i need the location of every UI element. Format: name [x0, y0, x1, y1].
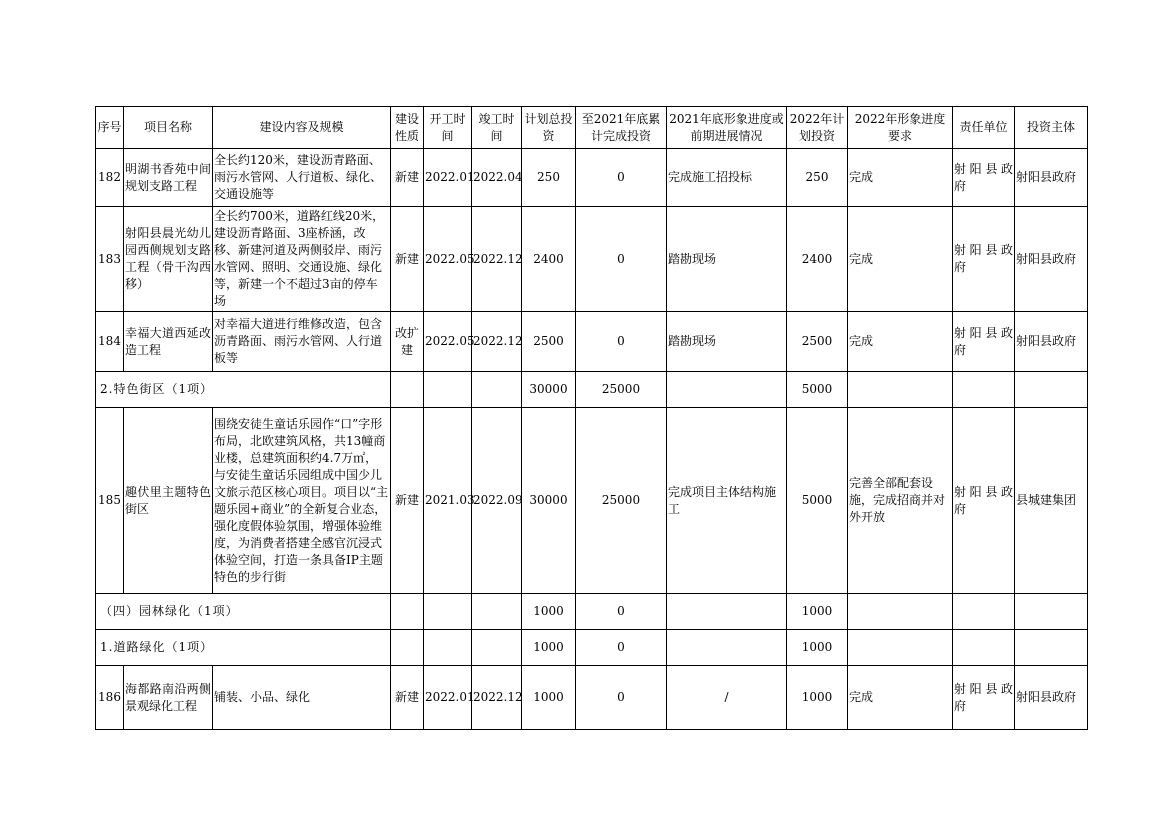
cell-nature: 改扩建 [391, 312, 424, 372]
cell-name: 海都路南沿两侧景观绿化工程 [124, 666, 213, 730]
cell-plan-2022: 2500 [787, 312, 848, 372]
cell-unit: 射阳县政府 [953, 312, 1015, 372]
cell-end: 2022.12 [472, 207, 522, 312]
section-row [96, 372, 1088, 408]
cell-seq: 186 [96, 666, 124, 730]
cell-content: 铺装、小品、绿化 [213, 666, 391, 730]
cell-plan-2022: 1000 [787, 666, 848, 730]
table-row [96, 207, 1088, 312]
section-row [96, 630, 1088, 666]
col-header-name: 项目名称 [124, 107, 213, 149]
cell-progress-2021: 踏勘现场 [667, 207, 787, 312]
section-label: 1.道路绿化（1项） [96, 630, 391, 666]
cell-done-2021: 25000 [576, 372, 667, 408]
cell-plan-2022: 5000 [787, 408, 848, 594]
cell-req-2022: 完成 [848, 149, 953, 207]
cell-start: 2022.05 [424, 207, 472, 312]
cell-end: 2022.09 [472, 408, 522, 594]
cell-nature: 新建 [391, 207, 424, 312]
cell-start: 2022.01 [424, 666, 472, 730]
cell-name: 趣伏里主题特色街区 [124, 408, 213, 594]
cell-end: 2022.12 [472, 312, 522, 372]
cell-content: 全长约700米，道路红线20米，建设沥青路面、3座桥涵，改移、新建河道及两侧驳岸、雨污水管网、照明、交通设施、绿化等，新建一个不超过3亩的停车场 [213, 207, 391, 312]
cell-req-2022: 完善全部配套设施，完成招商并对外开放 [848, 408, 953, 594]
col-header-investor: 投资主体 [1015, 107, 1088, 149]
cell-name: 明湖书香苑中间规划支路工程 [124, 149, 213, 207]
cell-end: 2022.12 [472, 666, 522, 730]
cell-progress-2021: 完成项目主体结构施工 [667, 408, 787, 594]
cell-investor: 射阳县政府 [1015, 666, 1088, 730]
table-row [96, 312, 1088, 372]
cell-investor: 县城建集团 [1015, 408, 1088, 594]
cell-end: 2022.04 [472, 149, 522, 207]
col-header-nature: 建设性质 [391, 107, 424, 149]
cell-name: 射阳县晨光幼儿园西侧规划支路工程（骨干沟西移） [124, 207, 213, 312]
cell-plan-2022: 1000 [787, 630, 848, 666]
section-label: 2.特色街区（1项） [96, 372, 391, 408]
cell-unit: 射阳县政府 [953, 666, 1015, 730]
cell-plan-2022: 2400 [787, 207, 848, 312]
col-header-start: 开工时间 [424, 107, 472, 149]
cell-plan-2022: 250 [787, 149, 848, 207]
col-header-seq: 序号 [96, 107, 124, 149]
cell-investor: 射阳县政府 [1015, 207, 1088, 312]
col-header-req-2022: 2022年形象进度要求 [848, 107, 953, 149]
cell-done-2021: 0 [576, 666, 667, 730]
cell-plan-2022: 5000 [787, 372, 848, 408]
cell-nature: 新建 [391, 666, 424, 730]
cell-req-2022: 完成 [848, 312, 953, 372]
col-header-content: 建设内容及规模 [213, 107, 391, 149]
col-header-end: 竣工时间 [472, 107, 522, 149]
cell-done-2021: 25000 [576, 408, 667, 594]
cell-start: 2022.05 [424, 312, 472, 372]
table-row [96, 408, 1088, 594]
cell-plan-total: 30000 [522, 372, 576, 408]
cell-investor: 射阳县政府 [1015, 312, 1088, 372]
cell-done-2021: 0 [576, 312, 667, 372]
cell-seq: 183 [96, 207, 124, 312]
table-row [96, 149, 1088, 207]
cell-start: 2022.01 [424, 149, 472, 207]
cell-content: 全长约120米，建设沥青路面、雨污水管网、人行道板、绿化、交通设施等 [213, 149, 391, 207]
cell-done-2021: 0 [576, 207, 667, 312]
cell-seq: 182 [96, 149, 124, 207]
cell-done-2021: 0 [576, 630, 667, 666]
col-header-progress-2021: 2021年底形象进度或前期进展情况 [667, 107, 787, 149]
cell-plan-2022: 1000 [787, 594, 848, 630]
cell-progress-2021: / [667, 666, 787, 730]
cell-plan-total: 30000 [522, 408, 576, 594]
cell-plan-total: 1000 [522, 666, 576, 730]
cell-seq: 184 [96, 312, 124, 372]
cell-content: 对幸福大道进行维修改造，包含沥青路面、雨污水管网、人行道板等 [213, 312, 391, 372]
col-header-plan-total: 计划总投资 [522, 107, 576, 149]
section-row [96, 594, 1088, 630]
cell-done-2021: 0 [576, 149, 667, 207]
cell-req-2022: 完成 [848, 207, 953, 312]
section-label: （四）园林绿化（1项） [96, 594, 391, 630]
cell-start: 2021.03 [424, 408, 472, 594]
cell-plan-total: 1000 [522, 630, 576, 666]
cell-nature: 新建 [391, 408, 424, 594]
cell-done-2021: 0 [576, 594, 667, 630]
table-row [96, 666, 1088, 730]
cell-unit: 射阳县政府 [953, 408, 1015, 594]
cell-nature: 新建 [391, 149, 424, 207]
col-header-plan-2022: 2022年计划投资 [787, 107, 848, 149]
cell-plan-total: 2400 [522, 207, 576, 312]
col-header-done-2021: 至2021年底累计完成投资 [576, 107, 667, 149]
cell-plan-total: 1000 [522, 594, 576, 630]
cell-unit: 射阳县政府 [953, 149, 1015, 207]
investment-plan-table [95, 106, 1088, 730]
cell-plan-total: 2500 [522, 312, 576, 372]
header-row [96, 107, 1088, 149]
cell-name: 幸福大道西延改造工程 [124, 312, 213, 372]
cell-progress-2021: 踏勘现场 [667, 312, 787, 372]
cell-plan-total: 250 [522, 149, 576, 207]
cell-investor: 射阳县政府 [1015, 149, 1088, 207]
cell-progress-2021: 完成施工招投标 [667, 149, 787, 207]
cell-unit: 射阳县政府 [953, 207, 1015, 312]
cell-content: 围绕安徒生童话乐园作“口”字形布局，北欧建筑风格，共13幢商业楼，总建筑面积约4.7万㎡，与安徒生童话乐园组成中国少儿文旅示范区核心项目。项目以“主题乐园+商业”的全新复合业态，强化度假体验氛围，增强体验维度，为消费者搭建全感官沉浸式体验空间，打造一条具备IP主题特色的步行街 [213, 408, 391, 594]
cell-req-2022: 完成 [848, 666, 953, 730]
cell-seq: 185 [96, 408, 124, 594]
col-header-unit: 责任单位 [953, 107, 1015, 149]
